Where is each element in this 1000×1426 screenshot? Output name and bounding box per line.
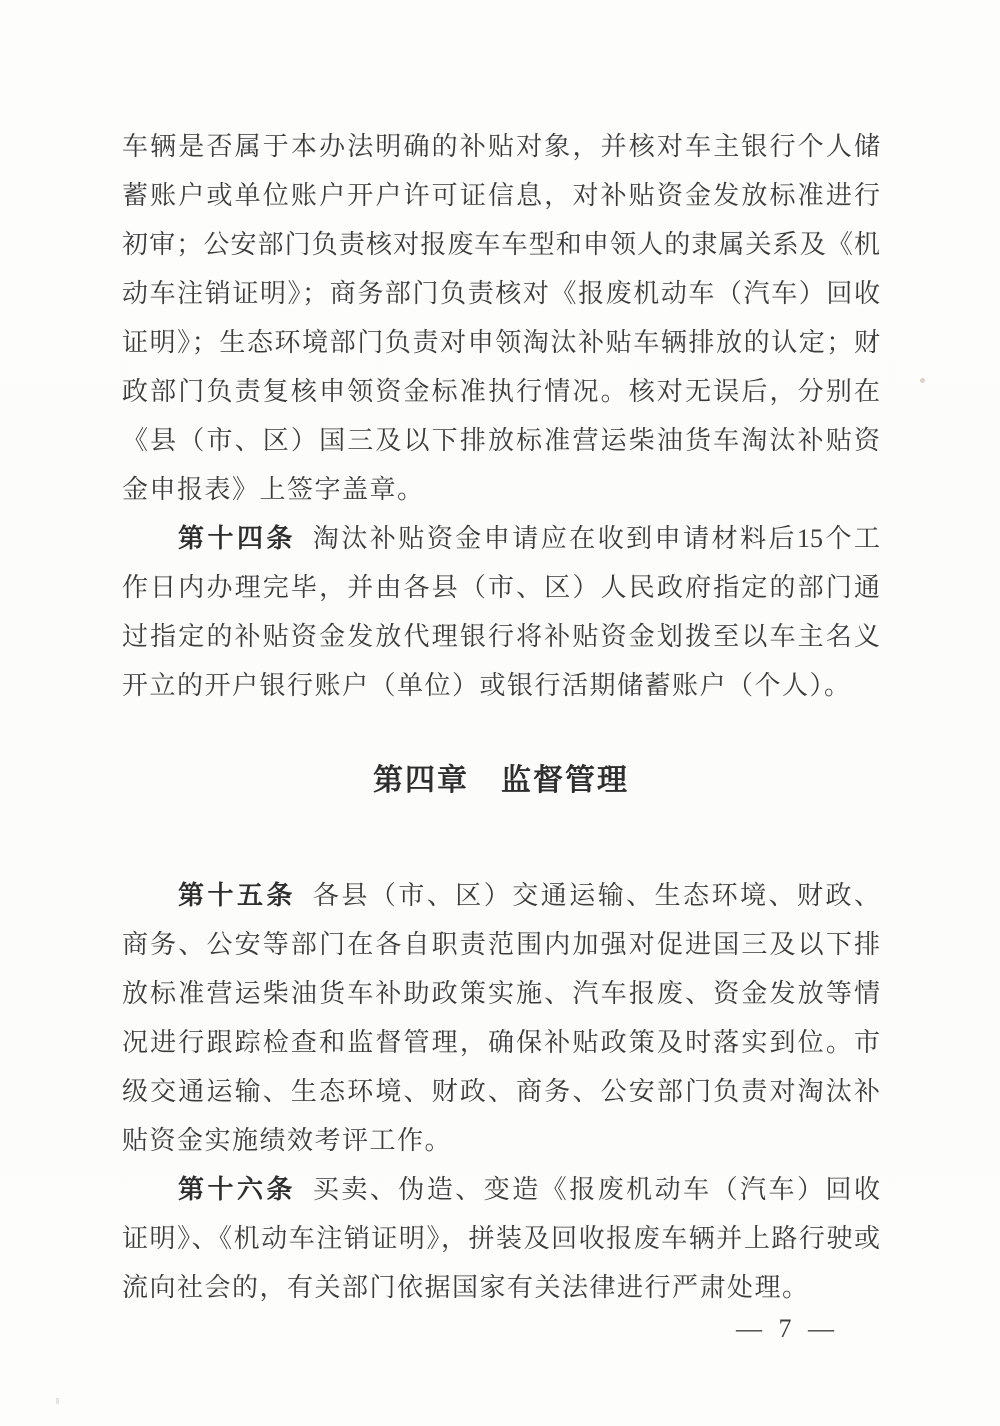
text-line: [122, 871, 880, 920]
text-line: 车辆是否属于本办法明确的补贴对象，并核对车主银行个人储: [122, 132, 880, 161]
article-first-line-text: 买卖、伪造、变造《报废机动车（汽车）回收: [312, 1175, 880, 1204]
document-body: [122, 122, 880, 1312]
text-line: 放标准营运柴油货车补助政策实施、汽车报废、资金发放等情: [122, 979, 880, 1008]
article-number: 第十四条: [178, 523, 296, 553]
text-line: 过指定的补贴资金发放代理银行将补贴资金划拨至以车主名义: [122, 622, 880, 651]
text-line: 动车注销证明》；商务部门负责核对《报废机动车（汽车）回收: [122, 279, 880, 308]
chapter-heading: 第四章 监督管理: [373, 764, 629, 797]
article-number: 第十六条: [178, 1174, 296, 1204]
text-line: [122, 1165, 880, 1214]
article-first-line-text: 淘汰补贴资金申请应在收到申请材料后15个工: [312, 524, 880, 553]
text-line: 政部门负责复核申领资金标准执行情况。核对无误后，分别在: [122, 377, 880, 406]
text-line: 况进行跟踪检查和监督管理，确保补贴政策及时落实到位。市: [122, 1028, 880, 1057]
article-paragraph: [122, 1165, 880, 1312]
text-line: 初审；公安部门负责核对报废车车型和申领人的隶属关系及《机: [122, 230, 880, 259]
text-line: 流向社会的，有关部门依据国家有关法律进行严肃处理。: [122, 1273, 810, 1302]
text-line: 开立的开户银行账户（单位）或银行活期储蓄账户（个人）。: [122, 671, 852, 700]
body-paragraph: [122, 122, 880, 514]
page-number: — 7 —: [736, 1314, 839, 1343]
article-number: 第十五条: [178, 880, 296, 910]
text-line: 商务、公安等部门在各自职责范围内加强对促进国三及以下排: [122, 930, 880, 959]
scan-speck: [56, 1398, 59, 1404]
text-line: 作日内办理完毕，并由各县（市、区）人民政府指定的部门通: [122, 573, 880, 602]
text-line: [122, 514, 880, 563]
scan-speck: [920, 378, 925, 383]
text-line: 证明》；生态环境部门负责对申领淘汰补贴车辆排放的认定；财: [122, 328, 880, 357]
text-line: 贴资金实施绩效考评工作。: [122, 1126, 453, 1155]
text-line: 蓄账户或单位账户开户许可证信息，对补贴资金发放标准进行: [122, 181, 880, 210]
text-line: 金申报表》上签字盖章。: [122, 475, 425, 504]
text-line: 证明》、《机动车注销证明》，拼装及回收报废车辆并上路行驶或: [122, 1224, 880, 1253]
text-line: 级交通运输、生态环境、财政、商务、公安部门负责对淘汰补: [122, 1077, 880, 1106]
article-first-line-text: 各县（市、区）交通运输、生态环境、财政、: [312, 881, 880, 910]
article-paragraph: [122, 871, 880, 1165]
article-paragraph: [122, 514, 880, 710]
text-line: 《县（市、区）国三及以下排放标准营运柴油货车淘汰补贴资: [122, 426, 880, 455]
